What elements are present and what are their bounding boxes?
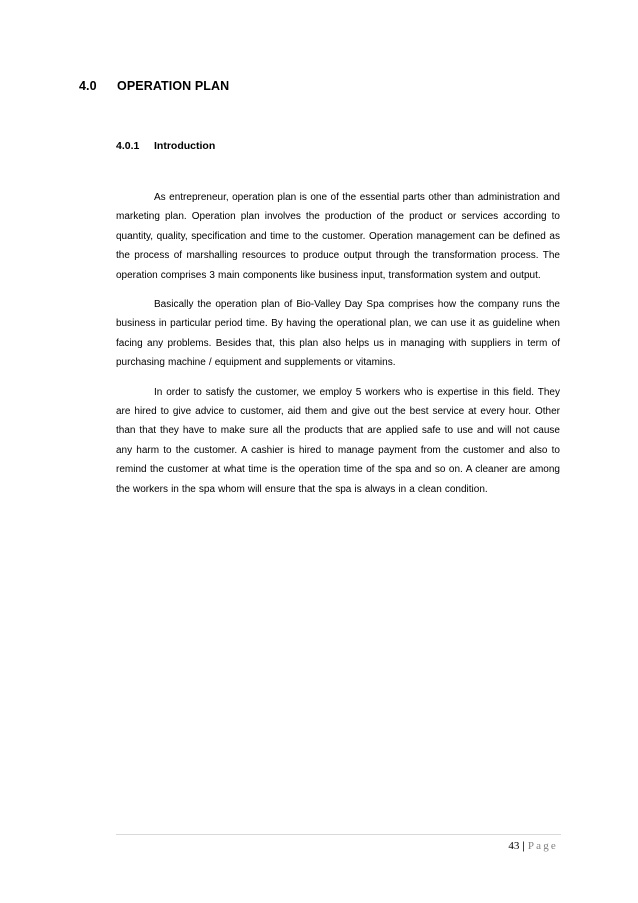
body-text — [116, 188, 560, 509]
paragraph: Basically the operation plan of Bio-Valley Day Spa comprises how the company runs the business in particular period time. By having the operational plan, we can use it as guideline when facing any problems. Besides that, this plan also helps us in managing with suppliers in term of purchasing machine / equipment and supplements or vitamins. — [116, 299, 560, 369]
subsection-number: 4.0.1 — [116, 140, 140, 152]
paragraph: As entrepreneur, operation plan is one of the essential parts other than administration and marketing plan. Operation plan involves the production of the product or services according to quantity, quality, specification and time to the customer. Operation management can be defined as the process of marshalling resources to produce output through the transformation process. The operation comprises 3 main components like business input, transformation system and output. — [116, 192, 560, 281]
section-number: 4.0 — [79, 79, 97, 93]
subsection-title: Introduction — [154, 140, 216, 152]
paragraph: In order to satisfy the customer, we employ 5 workers who is expertise in this field. They are hired to give advice to customer, aid them and give out the best service at every hour. Other than that they have to make sure all the products that are applied safe to use and will not cause any harm to the customer. A cashier is hired to manage payment from the customer and also to remind the customer at what time is the operation time of the spa and so on. A cleaner are among the workers in the spa whom will ensure that the spa is always in a clean condition. — [116, 386, 560, 495]
page-label: Page — [527, 840, 558, 852]
section-heading — [79, 79, 229, 93]
page-number: 43 — [508, 840, 520, 852]
page-footer — [508, 840, 558, 852]
section-title: OPERATION PLAN — [117, 79, 230, 93]
subsection-heading — [116, 140, 215, 152]
footer-divider — [116, 834, 561, 835]
footer-separator: | — [522, 840, 525, 852]
